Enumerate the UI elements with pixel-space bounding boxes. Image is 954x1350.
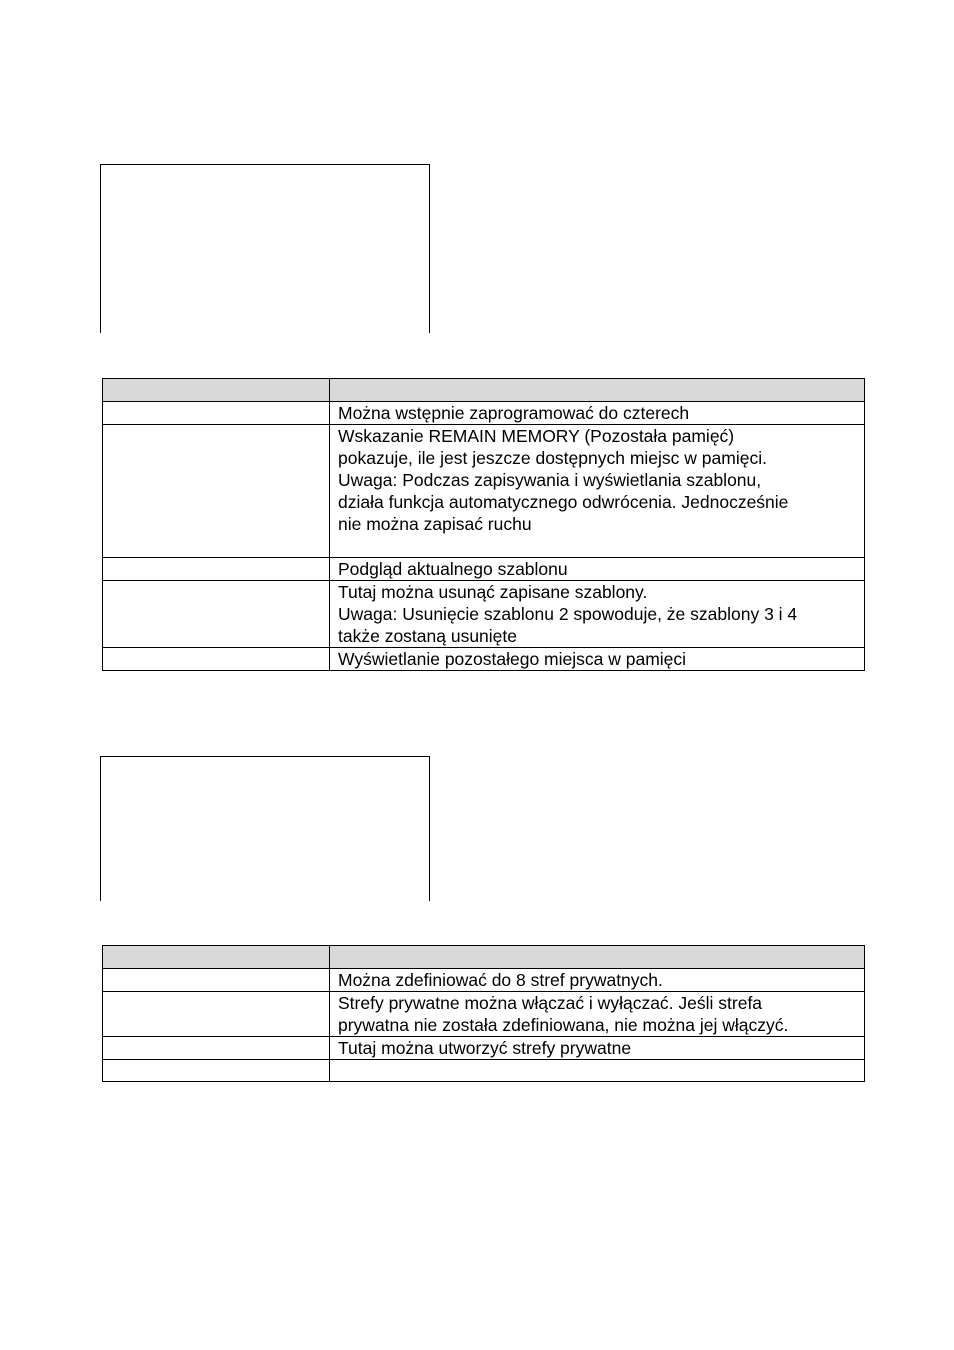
- description-line: Podgląd aktualnego szablonu: [338, 559, 568, 579]
- header-cell-term: [103, 946, 330, 969]
- row-term: [103, 581, 330, 648]
- row-description: [330, 425, 865, 558]
- description-line: nie można zapisać ruchu: [338, 514, 532, 534]
- table-row: [103, 969, 865, 992]
- row-description: [330, 1060, 865, 1082]
- row-term: [103, 648, 330, 671]
- description-line: pokazuje, ile jest jeszcze dostępnych miejsc w pamięci.: [338, 448, 767, 468]
- table-row: [103, 992, 865, 1037]
- description-line: także zostaną usunięte: [338, 626, 518, 646]
- row-term: [103, 1060, 330, 1082]
- table-row: [103, 1037, 865, 1060]
- menu-screenshot-frame-2: [100, 756, 430, 901]
- table-header-row: [103, 946, 865, 969]
- table-row: [103, 425, 865, 558]
- header-cell-term: [103, 379, 330, 402]
- table-row: [103, 558, 865, 581]
- table-row: [103, 648, 865, 671]
- description-line: Wyświetlanie pozostałego miejsca w pamięci: [338, 649, 687, 669]
- row-description: [330, 969, 865, 992]
- row-term: [103, 1037, 330, 1060]
- description-line: Można wstępnie zaprogramować do czterech: [338, 403, 690, 423]
- description-line: Uwaga: Usunięcie szablonu 2 spowoduje, że szablony 3 i 4: [338, 604, 798, 624]
- description-table-1: [102, 378, 865, 671]
- header-cell-description: [330, 946, 865, 969]
- menu-screenshot-frame-1: [100, 164, 430, 333]
- row-description: [330, 648, 865, 671]
- row-term: [103, 558, 330, 581]
- table-row: [103, 581, 865, 648]
- description-line: Można zdefiniować do 8 stref prywatnych.: [338, 970, 663, 990]
- row-term: [103, 992, 330, 1037]
- description-line: Tutaj można usunąć zapisane szablony.: [338, 582, 648, 602]
- row-term: [103, 425, 330, 558]
- description-line: Strefy prywatne można włączać i wyłączać. Jeśli strefa: [338, 993, 763, 1013]
- row-description: [330, 558, 865, 581]
- description-line: prywatna nie została zdefiniowana, nie można jej włączyć.: [338, 1015, 789, 1035]
- row-description: [330, 402, 865, 425]
- row-term: [103, 969, 330, 992]
- row-description: [330, 581, 865, 648]
- table-row: [103, 402, 865, 425]
- description-line: Wskazanie REMAIN MEMORY (Pozostała pamięć): [338, 426, 735, 446]
- table-row: [103, 1060, 865, 1082]
- description-line: działa funkcja automatycznego odwrócenia. Jednocześnie: [338, 492, 789, 512]
- row-term: [103, 402, 330, 425]
- row-description: [330, 992, 865, 1037]
- description-table-2: [102, 945, 865, 1082]
- description-line: Uwaga: Podczas zapisywania i wyświetlania szablonu,: [338, 470, 762, 490]
- row-description: [330, 1037, 865, 1060]
- description-line: Tutaj można utworzyć strefy prywatne: [338, 1038, 632, 1058]
- table-header-row: [103, 379, 865, 402]
- header-cell-description: [330, 379, 865, 402]
